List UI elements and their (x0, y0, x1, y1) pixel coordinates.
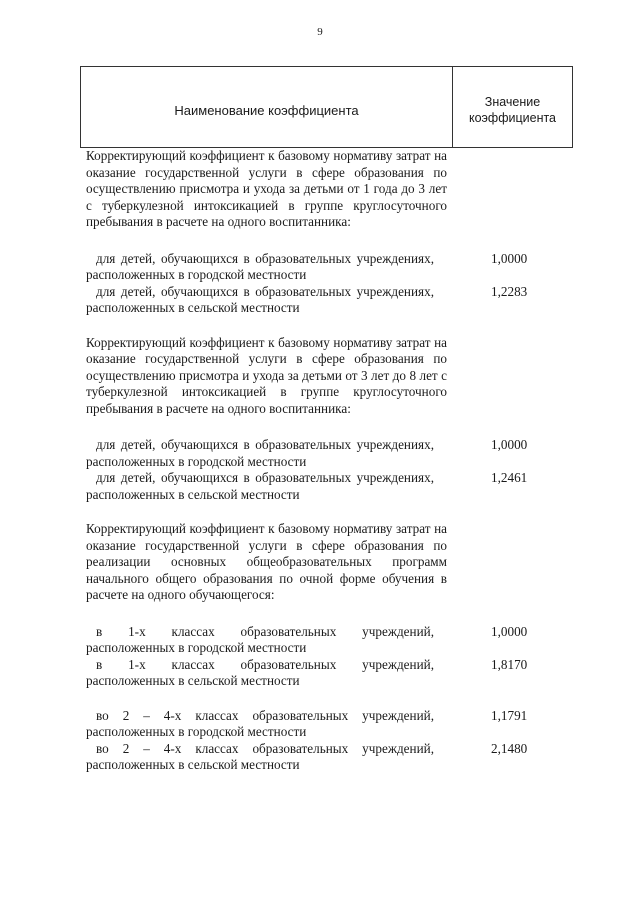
row-label: для детей, обучающихся в образовательных учреждениях, расположенных в городской местности (86, 437, 434, 469)
section-intro: Корректирующий коэффициент к базовому нормативу затрат на оказание государственной услуги в сфере образования по осуществлению присмотра и ухода за детьми от 1 года до 3 лет с туберкулезной интоксикацией в группе круглосуточного пребывания в расчете на одного воспитанника: (86, 148, 447, 229)
table-row (86, 437, 566, 470)
row-value: 1,0000 (491, 250, 528, 266)
table-row (86, 470, 566, 503)
row-label: во 2 – 4-х классах образовательных учреждений, расположенных в сельской местности (86, 740, 434, 772)
table-body (86, 148, 566, 774)
row-label: для детей, обучающихся в образовательных учреждениях, расположенных в сельской местности (86, 283, 434, 315)
row-label: для детей, обучающихся в образовательных учреждениях, расположенных в сельской местности (86, 470, 434, 502)
header-value-line2: коэффициента (468, 111, 557, 125)
table-row (86, 251, 566, 284)
row-label: во 2 – 4-х классах образовательных учреждений, расположенных в городской местности (86, 707, 434, 739)
table-row (86, 741, 566, 774)
row-value: 1,0000 (491, 623, 528, 639)
row-value: 1,2283 (491, 283, 528, 299)
row-value: 1,1791 (491, 707, 528, 723)
row-label: в 1-х классах образовательных учреждений, расположенных в сельской местности (86, 656, 434, 688)
row-label: для детей, обучающихся в образовательных учреждениях, расположенных в городской местности (86, 250, 434, 282)
header-name-column: Наименование коэффициента (174, 102, 359, 118)
table-row (86, 624, 566, 657)
row-label: в 1-х классах образовательных учреждений, расположенных в городской местности (86, 623, 434, 655)
table-row (86, 284, 566, 317)
row-value: 2,1480 (491, 740, 528, 756)
section-intro: Корректирующий коэффициент к базовому нормативу затрат на оказание государственной услуги в сфере образования по реализации основных общеобразовательных программ начального общего образования по очной форме обучения в расчете на одного обучающегося: (86, 521, 447, 602)
section-intro: Корректирующий коэффициент к базовому нормативу затрат на оказание государственной услуги в сфере образования по осуществлению присмотра и ухода за детьми от 3 лет до 8 лет с туберкулезной интоксикацией в группе круглосуточного пребывания в расчете на одного воспитанника: (86, 334, 447, 416)
header-value-line1: Значение (484, 95, 541, 109)
table-row (86, 708, 566, 741)
table-header (80, 66, 573, 148)
header-value-column (453, 67, 572, 147)
row-value: 1,8170 (491, 656, 528, 672)
row-value: 1,2461 (491, 470, 528, 485)
page-number: 9 (317, 26, 323, 38)
row-value: 1,0000 (491, 437, 528, 452)
table-row (86, 657, 566, 690)
